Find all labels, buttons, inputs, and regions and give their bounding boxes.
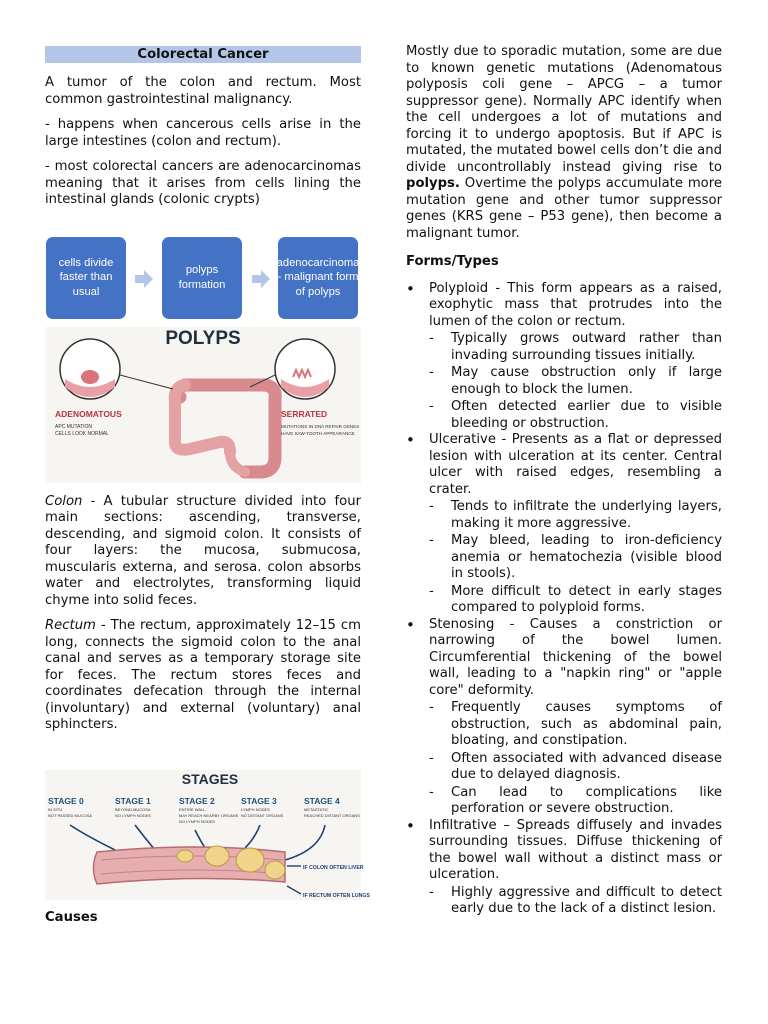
flow-step-3: adenocarcinoma - malignant form of polyps [278, 237, 358, 319]
form-type-details [429, 499, 722, 617]
adenomatous-note-2: CELLS LOOK NORMAL [55, 430, 109, 437]
serrated-label: SERRATED [281, 408, 328, 419]
bullet-icon: • [406, 615, 415, 634]
form-type-detail-text: Can lead to complications like perforation or severe obstruction. [451, 784, 722, 816]
dash-icon: - [429, 331, 434, 346]
stage-4-label: STAGE 4 [304, 795, 340, 806]
intro-paragraph-1: A tumor of the colon and rectum. Most common gastrointestinal malignancy. [45, 75, 361, 107]
stage-2-note-2: MAY REACH NEARBY ORGANS [179, 812, 239, 818]
form-type-item [406, 617, 722, 818]
stages-rectum-note: IF RECTUM OFTEN LUNGS [303, 892, 370, 899]
stage-3-note-1: LYMPH NODES [241, 806, 270, 812]
rectum-description: - The rectum, approximately 12–15 cm long, connects the sigmoid colon to the anal canal and serves as a temporary storage site for feces. The rectum stores feces and coordinates defecation through the internal (involuntary) and external (voluntary) anal sphincters. [45, 618, 361, 732]
dash-icon: - [429, 784, 434, 800]
flow-step-2: polyps formation [162, 237, 242, 319]
form-type-description: Ulcerative - Presents as a flat or depressed lesion with ulceration at its center. Central ulcer with raised edges, resembling a crater. [429, 432, 722, 497]
stage-1-note-2: NO LYMPH NODES [115, 812, 151, 818]
stage-4-note-1: METASTATIC [304, 806, 329, 812]
stage-1-label: STAGE 1 [115, 795, 151, 806]
stage-3-label: STAGE 3 [241, 795, 277, 806]
arrow-right-icon [252, 269, 270, 289]
form-type-detail [429, 584, 722, 617]
dash-icon: - [429, 750, 434, 766]
dash-icon: - [429, 884, 434, 900]
form-type-details [429, 700, 722, 818]
form-type-detail-text: Typically grows outward rather than invading surrounding tissues initially. [451, 331, 722, 363]
stage-1-note-1: BEYOND MUCOSA [115, 806, 151, 812]
causes-text-part-1: Mostly due to sporadic mutation, some are due to known genetic mutations (Adenomatous polyposis coli gene – APCG – a tumor suppressor gene). Normally APC identify when the cell undergoes a lot of mutations and forcing it to undergo apoptosis. But if APC is mutated, the mutated bowel cells don’t die and divide uncontrollably instead giving rise to [406, 44, 722, 175]
stage-3-note-2: NO DISTANT ORGANS [241, 812, 284, 818]
colon-description: - A tubular structure divided into four main sections: ascending, transverse, descending, and sigmoid colon. It consists of four layers: the mucosa, submucosa, muscularis externa, and serosa. colon absorbs water and electrolytes, transforming liquid chyme into solid feces. [45, 493, 361, 608]
forms-list [406, 281, 722, 918]
adenomatous-note-1: APC MUTATION [55, 423, 93, 430]
stage-2-label: STAGE 2 [179, 795, 215, 806]
form-type-detail-text: More difficult to detect in early stages compared to polyploid forms. [451, 583, 722, 615]
document-title: Colorectal Cancer [45, 46, 361, 63]
intro-paragraph-3: - most colorectal cancers are adenocarcinomas meaning that it arises from cells lining the intestinal glands (colonic crypts) [45, 159, 361, 207]
stage-0-note-1: IN SITU [48, 806, 63, 812]
form-type-detail-text: Often detected earlier due to visible bleeding or obstruction. [451, 399, 722, 431]
form-type-description: Infiltrative – Spreads diffusely and invades surrounding tissues. Diffuse thickening of the bowel wall without a distinct mass or ulceration. [429, 817, 722, 882]
flow-step-1: cells divide faster than usual [46, 237, 126, 319]
rectum-term: Rectum [45, 618, 96, 633]
bullet-icon: • [406, 816, 415, 835]
polyps-diagram [45, 327, 361, 483]
form-type-detail [429, 785, 722, 818]
bullet-icon: • [406, 431, 415, 449]
form-type-detail-text: Tends to infiltrate the underlying layers, making it more aggressive. [451, 499, 722, 531]
dash-icon: - [429, 700, 434, 715]
form-type-detail [429, 499, 722, 532]
form-type-item [406, 818, 722, 918]
form-type-details [429, 885, 722, 918]
intro-paragraph-2: - happens when cancerous cells arise in the large intestines (colon and rectum). [45, 117, 361, 149]
right-column [406, 44, 722, 918]
rectum-paragraph [45, 618, 361, 734]
form-type-detail-text: Highly aggressive and difficult to detect early due to the lack of a distinct lesion. [451, 884, 722, 916]
form-type-detail [429, 751, 722, 784]
form-type-item [406, 281, 722, 433]
left-column [45, 44, 370, 926]
stages-colon-note: IF COLON OFTEN LIVER [303, 864, 364, 871]
stage-2-note-1: ENTIRE WALL [179, 806, 206, 812]
colon-term: Colon [45, 493, 83, 509]
form-type-item [406, 432, 722, 617]
form-type-detail-text: May bleed, leading to iron-deficiency anemia or hematochezia (visible blood in stools). [451, 533, 722, 581]
stage-0-note-2: NOT PASSED MUCOSA [48, 812, 93, 818]
serrated-note-1: MUTATIONS IN DNA REPAIR GENES [281, 423, 360, 429]
serrated-note-2: HAVE SAW-TOOTH APPEARANCE [281, 430, 355, 436]
causes-text-part-2: Overtime the polyps accumulate more mutation gene and other tumor suppressor genes (KRS gene – P53 gene), then become a malignant tumor. [406, 176, 722, 241]
stages-diagram [45, 770, 370, 900]
stage-2-note-3: NO LYMPH NODES [179, 818, 215, 824]
form-type-detail [429, 700, 722, 750]
polyps-illustration [45, 327, 361, 483]
progression-flow-diagram [45, 237, 361, 321]
bullet-icon: • [406, 279, 415, 298]
form-type-detail-text: May cause obstruction only if large enough to block the lumen. [451, 365, 722, 397]
causes-paragraph [406, 44, 722, 242]
form-type-details [429, 331, 722, 432]
form-type-detail [429, 331, 722, 364]
dash-icon: - [429, 399, 434, 414]
stages-heading: STAGES [181, 770, 239, 787]
form-type-detail [429, 399, 722, 432]
forms-heading: Forms/Types [406, 254, 499, 269]
form-type-detail [429, 885, 722, 918]
stages-illustration [45, 770, 370, 900]
dash-icon: - [429, 365, 434, 380]
dash-icon: - [429, 533, 434, 548]
form-type-detail-text: Frequently causes symptoms of obstruction, such as abdominal pain, bloating, and constipation. [451, 700, 722, 748]
dash-icon: - [429, 583, 434, 599]
form-type-description: Stenosing - Causes a constriction or narrowing of the bowel lumen. Circumferential thickening of the bowel wall, leading to a "napkin ring" or "apple core" deformity. [429, 616, 722, 698]
form-type-detail-text: Often associated with advanced disease due to delayed diagnosis. [451, 750, 722, 782]
colon-paragraph [45, 494, 361, 610]
dash-icon: - [429, 499, 434, 514]
form-type-description: Polyploid - This form appears as a raised, exophytic mass that protrudes into the lumen of the colon or rectum. [429, 280, 722, 329]
stage-4-note-2: REACHED DISTANT ORGANS [304, 812, 360, 818]
polyps-term: polyps. [406, 176, 460, 191]
causes-heading: Causes [45, 909, 98, 925]
stage-0-label: STAGE 0 [48, 795, 84, 806]
form-type-detail [429, 533, 722, 583]
adenomatous-label: ADENOMATOUS [55, 408, 122, 419]
polyps-heading: POLYPS [165, 327, 241, 349]
arrow-right-icon [135, 269, 153, 289]
form-type-detail [429, 365, 722, 398]
